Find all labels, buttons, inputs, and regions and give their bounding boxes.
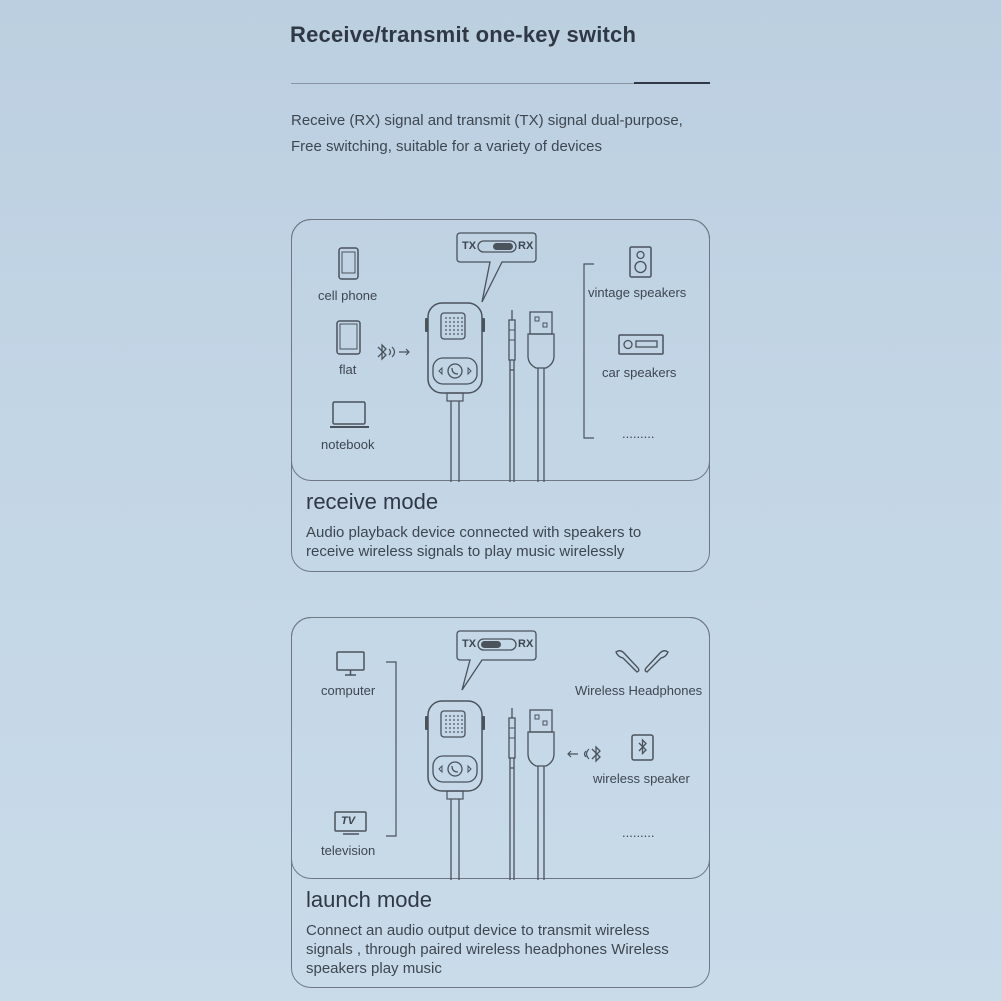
receive-more-outputs: .........: [622, 426, 655, 441]
wireless-headphones-icon: [614, 648, 670, 674]
wireless-headphones-label: Wireless Headphones: [575, 683, 703, 698]
wireless-speaker-icon: [631, 734, 655, 762]
launch-adapter-device-icon: [425, 698, 565, 880]
title-divider-accent: [634, 82, 710, 84]
launch-source-bracket: [384, 661, 398, 837]
computer-icon: [336, 651, 366, 677]
receive-adapter-device-icon: [425, 300, 565, 482]
wireless-speaker-label: wireless speaker: [593, 771, 690, 786]
computer-label: computer: [321, 683, 376, 698]
launch-desc-line-1: Connect an audio output device to transmit wireless: [306, 922, 650, 939]
bluetooth-signal-icon: [375, 342, 413, 362]
launch-switch-tx-label: TX: [462, 638, 477, 650]
bluetooth-signal-incoming-icon: [566, 744, 606, 764]
television-icon-text: TV: [341, 815, 356, 827]
launch-desc-line-2: signals , through paired wireless headphones Wireless: [306, 941, 669, 958]
launch-mode-description: [306, 921, 669, 978]
television-label: television: [321, 843, 376, 858]
laptop-icon: [330, 400, 370, 430]
tablet-label: flat: [339, 362, 357, 377]
cell-phone-icon: [338, 247, 360, 281]
launch-mode-title: launch mode: [306, 887, 432, 912]
laptop-label: notebook: [321, 437, 375, 452]
intro-line-1: Receive (RX) signal and transmit (TX) signal dual-purpose,: [291, 112, 683, 129]
receive-mode-description: [306, 523, 641, 561]
car-speaker-icon: [618, 334, 664, 356]
launch-desc-line-3: speakers play music: [306, 960, 442, 977]
page-title: Receive/transmit one-key switch: [290, 22, 637, 47]
receive-desc-line-1: Audio playback device connected with speakers to: [306, 524, 642, 541]
intro-line-2: Free switching, suitable for a variety of devices: [291, 138, 602, 155]
launch-switch-rx-label: RX: [518, 638, 534, 650]
receive-desc-line-2: receive wireless signals to play music wirelessly: [306, 543, 625, 560]
car-speakers-label: car speakers: [602, 365, 677, 380]
tablet-icon: [336, 320, 362, 356]
receive-switch-tx-label: TX: [462, 240, 477, 252]
cell-phone-label: cell phone: [318, 288, 378, 303]
receive-switch-rx-label: RX: [518, 240, 534, 252]
intro-text: [291, 108, 683, 160]
vintage-speakers-label: vintage speakers: [588, 285, 687, 300]
launch-more-outputs: .........: [622, 825, 655, 840]
vintage-speaker-icon: [629, 246, 653, 278]
title-divider: [291, 83, 634, 84]
receive-mode-title: receive mode: [306, 489, 439, 514]
